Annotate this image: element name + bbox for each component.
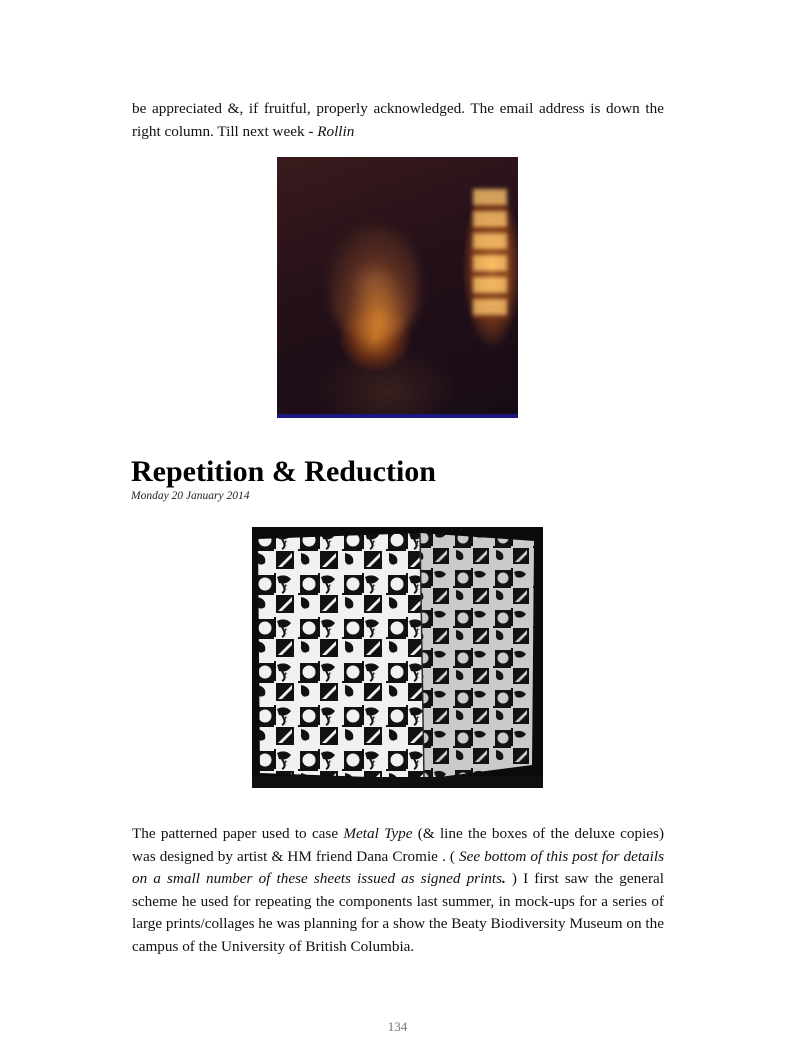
intro-signature: Rollin (317, 122, 355, 140)
book-title: Metal Type (343, 825, 413, 842)
patterned-box-illustration (252, 527, 543, 788)
note-text: See bottom of this post for details on a small number of these sheets issued as signed prints (132, 847, 664, 887)
lit-window (473, 189, 507, 319)
portrait-photo (277, 157, 518, 418)
page-number: 134 (387, 1019, 408, 1034)
body-text-3: ) I first saw the general scheme he used for repeating the components last summer, in mock-ups for a series of large prints/collages he was planning for a show the Beaty Biodiversity Museum on the campus of the University of British Columbia. (132, 870, 664, 955)
post-body-paragraph (132, 823, 664, 958)
patterned-box-photo (252, 527, 543, 788)
post-title: Repetition & Reduction (131, 455, 436, 488)
note-end: . (502, 870, 506, 887)
face-silhouette (329, 227, 419, 337)
photo-edge-strip (277, 414, 518, 418)
post-date: Monday 20 January 2014 (131, 490, 250, 502)
intro-text: be appreciated &, if fruitful, properly acknowledged. The email address is down the right column. Till next week - (132, 100, 664, 140)
body-text-2: (& line the boxes of the deluxe copies) was designed by artist & HM friend Dana Cromie . ( (132, 825, 665, 865)
body-text-1: The patterned paper used to case (132, 825, 344, 842)
intro-paragraph (132, 98, 664, 143)
